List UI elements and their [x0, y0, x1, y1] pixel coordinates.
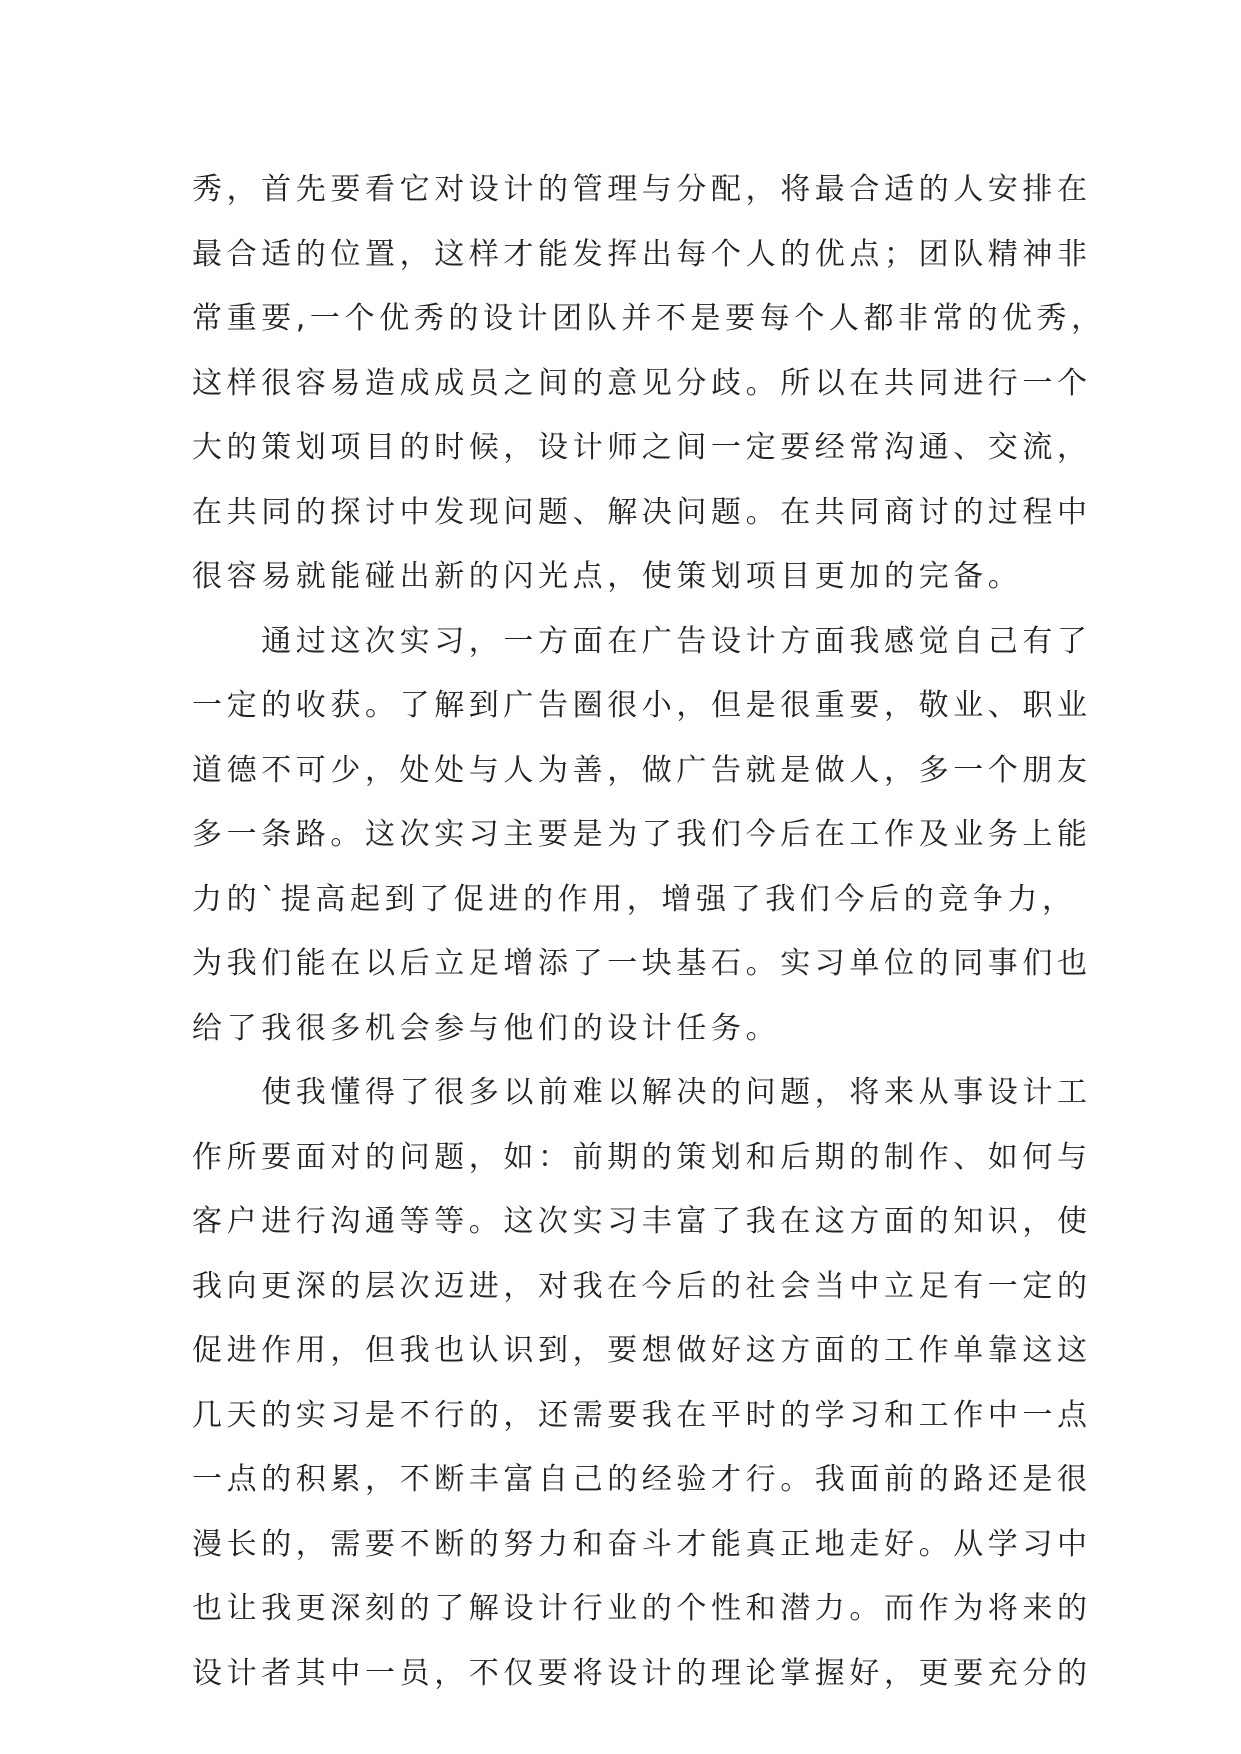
text-line: 给了我很多机会参与他们的设计任务。 — [192, 1010, 781, 1046]
paragraph-start-line: 通过这次实习，一方面在广告设计方面我感觉自己有了 — [192, 623, 1092, 659]
text-line: 我向更深的层次迈进，对我在今后的社会当中立足有一定的 — [192, 1268, 1092, 1304]
text-line: 客户进行沟通等等。这次实习丰富了我在这方面的知识，使 — [192, 1204, 1092, 1239]
text-line: 也让我更深刻的了解设计行业的个性和潜力。而作为将来的 — [192, 1591, 1092, 1626]
text-line: 道德不可少，处处与人为善，做广告就是做人，多一个朋友 — [192, 752, 1092, 788]
text-line: 很容易就能碰出新的闪光点，使策划项目更加的完备。 — [192, 559, 1023, 594]
text-line: 常重要,一个优秀的设计团队并不是要每个人都非常的优秀， — [192, 301, 1106, 336]
text-line: 在共同的探讨中发现问题、解决问题。在共同商讨的过程中 — [192, 494, 1092, 530]
paragraph-start-line: 使我懂得了很多以前难以解决的问题，将来从事设计工 — [192, 1075, 1092, 1110]
text-line: 多一条路。这次实习主要是为了我们今后在工作及业务上能 — [192, 817, 1092, 852]
text-line: 一定的收获。了解到广告圈很小，但是很重要，敬业、职业 — [192, 688, 1092, 723]
text-line: 最合适的位置，这样才能发挥出每个人的优点；团队精神非 — [192, 236, 1092, 272]
body-text — [192, 158, 1106, 1706]
text-line: 一点的积累，不断丰富自己的经验才行。我面前的路还是很 — [192, 1462, 1092, 1497]
text-line: 力的`提高起到了促进的作用，增强了我们今后的竞争力， — [192, 881, 1077, 917]
text-line: 促进作用，但我也认识到，要想做好这方面的工作单靠这这 — [192, 1333, 1092, 1368]
text-line: 这样很容易造成成员之间的意见分歧。所以在共同进行一个 — [192, 365, 1092, 401]
text-line: 设计者其中一员，不仅要将设计的理论掌握好，更要充分的 — [192, 1655, 1092, 1691]
text-line: 作所要面对的问题，如：前期的策划和后期的制作、如何与 — [192, 1139, 1092, 1175]
text-line: 大的策划项目的时候，设计师之间一定要经常沟通、交流， — [192, 430, 1092, 465]
text-line: 为我们能在以后立足增添了一块基石。实习单位的同事们也 — [192, 946, 1092, 981]
text-line: 秀，首先要看它对设计的管理与分配，将最合适的人安排在 — [192, 172, 1092, 207]
text-line: 漫长的，需要不断的努力和奋斗才能真正地走好。从学习中 — [192, 1526, 1092, 1562]
text-line: 几天的实习是不行的，还需要我在平时的学习和工作中一点 — [192, 1397, 1092, 1433]
